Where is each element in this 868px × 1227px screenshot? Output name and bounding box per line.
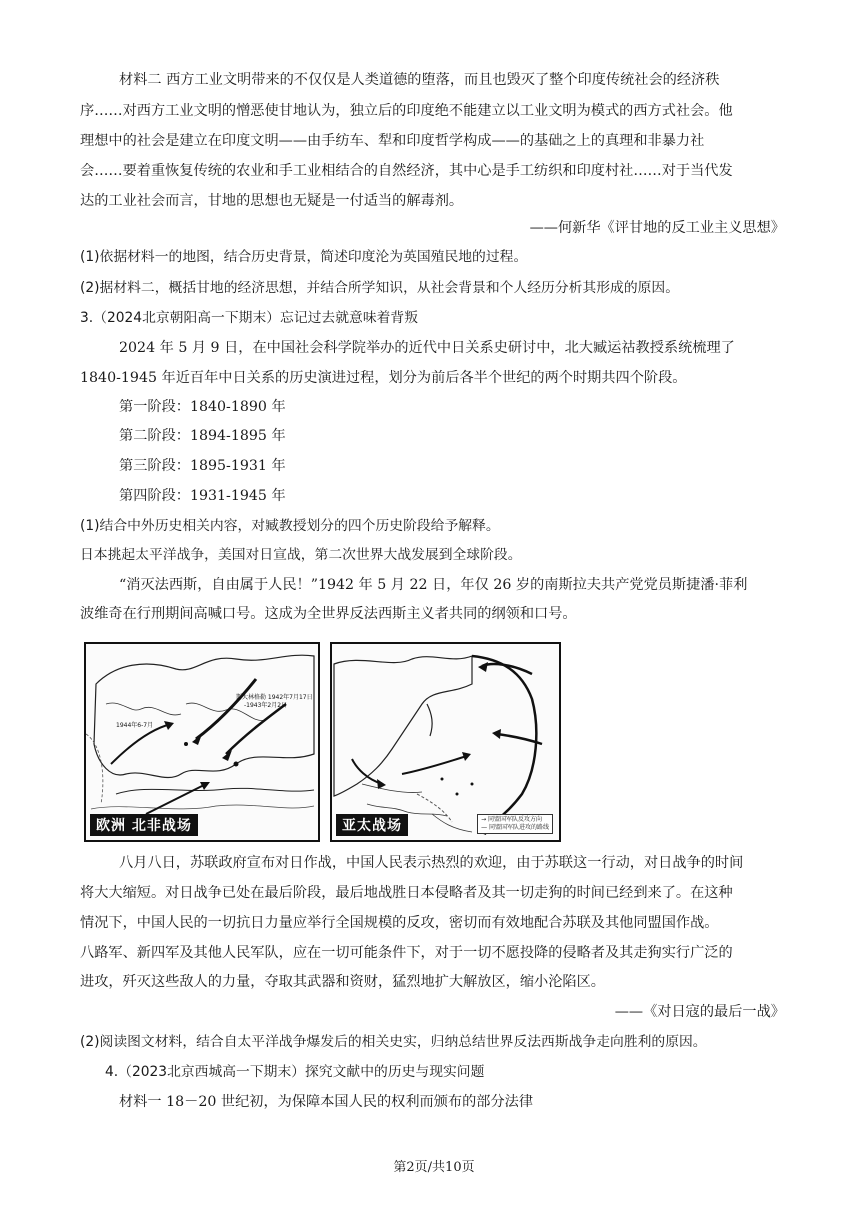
q3-stage-1: 第一阶段：1840-1890 年 [119, 399, 286, 415]
europe-map-label: 欧洲 北非战场 [90, 814, 198, 836]
q3-para-line-3: 情况下，中国人民的一切抗日力量应举行全国规模的反攻，密切而有效地配合苏联及其他同盟国作战。 [80, 915, 719, 931]
q3-stage-2: 第二阶段：1894-1895 年 [119, 428, 286, 444]
asia-pacific-map-legend [477, 814, 553, 834]
material2-line-3: 理想中的社会是建立在印度文明——由手纺车、犁和印度哲学构成——的基础之上的真理和非暴力社 [80, 133, 705, 149]
material2-source: ——何新华《评甘地的反工业主义思想》 [529, 220, 785, 236]
q3-para-line-5: 进攻，歼灭这些敌人的力量，夺取其武器和资财，猛烈地扩大解放区，缩小沦陷区。 [80, 974, 605, 990]
q4-header: 4.（2023北京西城高一下期末）探究文献中的历史与现实问题 [105, 1064, 485, 1080]
legend-item-1: → 同盟国军队反攻方向 [481, 816, 543, 823]
q3-para-line-2: 将大大缩短。对日战争已处在最后阶段，最后地战胜日本侵略者及其一切走狗的时间已经到来了。在这种 [80, 885, 733, 901]
material2-line-2: 序……对西方工业文明的憎恶使甘地认为，独立后的印度绝不能建立以工业文明为模式的西方式社会。他 [80, 103, 733, 119]
material2-line-4: 会……要着重恢复传统的农业和手工业相结合的自然经济，其中心是手工纺织和印度村社……对于当代发 [80, 163, 733, 179]
q3-quote-2: 波维奇在行刑期间高喊口号。这成为全世界反法西斯主义者共同的纲领和口号。 [80, 606, 577, 622]
q3-para-line-1: 八月八日，苏联政府宣布对日作战，中国人民表示热烈的欢迎，由于苏联这一行动，对日战争的时间 [119, 855, 744, 871]
legend-item-2: — 同盟国军队进攻的路线 [481, 824, 549, 831]
q4-material1: 材料一 18－20 世纪初，为保障本国人民的权利而颁布的部分法律 [119, 1094, 534, 1110]
europe-map-inset-3: -1943年2月2日 [244, 702, 288, 709]
asia-pacific-map-drawing [332, 644, 559, 840]
q3-pacific-text: 日本挑起太平洋战争，美国对日宣战，第二次世界大战发展到全球阶段。 [80, 547, 522, 563]
q3-para-source: ——《对日寇的最后一战》 [614, 1004, 785, 1020]
q3-sub2: (2)阅读图文材料，结合自太平洋战争爆发后的相关史实，归纳总结世界反法西斯战争走向胜利的原因。 [80, 1034, 707, 1050]
q3-intro-2: 1840-1945 年近百年中日关系的历史演进过程，划分为前后各半个世纪的两个时期共四个阶段。 [80, 370, 687, 386]
q3-sub1: (1)结合中外历史相关内容，对臧教授划分的四个历史阶段给予解释。 [80, 518, 500, 534]
asia-pacific-map [330, 642, 561, 842]
q3-header: 3.（2024北京朝阳高一下期末）忘记过去就意味着背叛 [80, 310, 419, 326]
page-number: 第2页/共10页 [393, 1160, 475, 1175]
q3-stage-4: 第四阶段：1931-1945 年 [119, 488, 286, 504]
q3-quote-1: “消灭法西斯，自由属于人民！”1942 年 5 月 22 日，年仅 26 岁的南斯拉夫共产党党员斯捷潘·菲利 [119, 577, 748, 593]
q3-stage-3: 第三阶段：1895-1931 年 [119, 458, 286, 474]
material2-line-5: 达的工业社会而言，甘地的思想也无疑是一付适当的解毒剂。 [80, 193, 464, 209]
europe-map-inset-2: 斯大林格勒 1942年7月17日 [236, 694, 313, 701]
q3-para-line-4: 八路军、新四军及其他人民军队，应在一切可能条件下，对于一切不愿投降的侵略者及其走狗实行广泛的 [80, 945, 733, 961]
asia-pacific-map-label: 亚太战场 [336, 814, 408, 836]
q3-intro-1: 2024 年 5 月 9 日，在中国社会科学院举办的近代中日关系史研讨中，北大臧运祜教授系统梳理了 [119, 340, 735, 356]
europe-north-africa-map [84, 642, 320, 842]
q2-sub1: (1)依据材料一的地图，结合历史背景，简述印度沦为英国殖民地的过程。 [80, 249, 528, 265]
europe-map-drawing [86, 644, 318, 840]
q2-sub2: (2)据材料二，概括甘地的经济思想，并结合所学知识，从社会背景和个人经历分析其形成的原因。 [80, 280, 680, 296]
europe-map-inset-1: 1944年6-7月 [116, 722, 154, 729]
material2-line-1: 材料二 西方工业文明带来的不仅仅是人类道德的堕落，而且也毁灭了整个印度传统社会的经济秩 [119, 72, 720, 88]
